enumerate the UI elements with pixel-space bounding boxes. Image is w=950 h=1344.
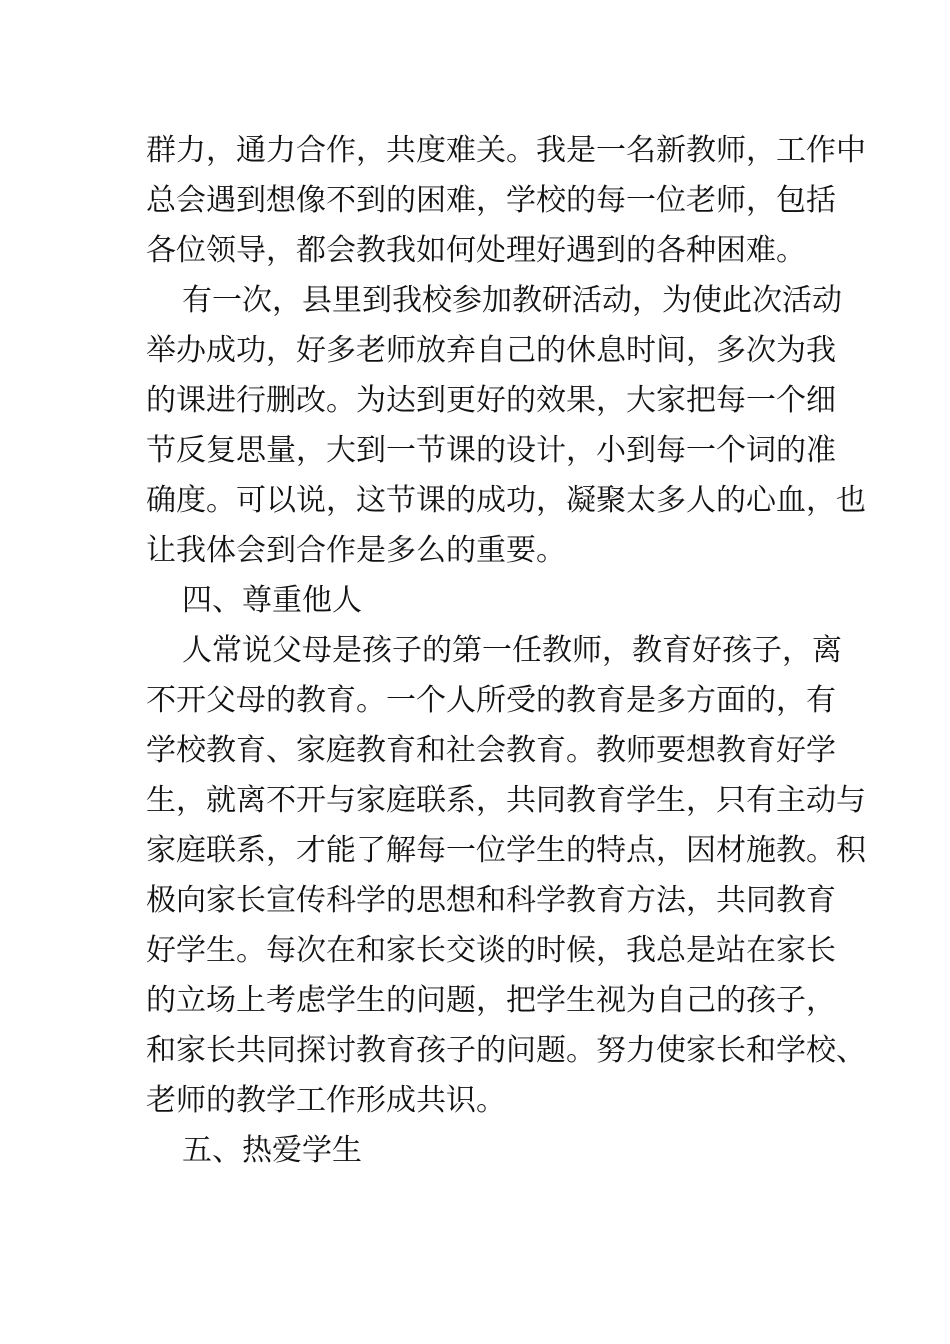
paragraph-line: 各位领导，都会教我如何处理好遇到的各种困难。: [146, 233, 806, 268]
paragraph-line: 和家长共同探讨教育孩子的问题。努力使家长和学校、: [146, 1033, 866, 1068]
paragraph-line: 老师的教学工作形成共识。: [146, 1083, 506, 1118]
paragraph-line: 确度。可以说，这节课的成功，凝聚太多人的心血，也: [146, 483, 866, 518]
paragraph-line: 生，就离不开与家庭联系，共同教育学生，只有主动与: [146, 783, 866, 818]
document-body: [146, 126, 866, 1176]
paragraph-line: 让我体会到合作是多么的重要。: [146, 533, 566, 568]
paragraph-line: 好学生。每次在和家长交谈的时候，我总是站在家长: [146, 933, 836, 968]
paragraph-line: 群力，通力合作，共度难关。我是一名新教师，工作中: [146, 133, 866, 168]
paragraph-line: 人常说父母是孩子的第一任教师，教育好孩子，离: [182, 633, 842, 668]
paragraph-line: 节反复思量，大到一节课的设计，小到每一个词的准: [146, 433, 836, 468]
paragraph-line: 学校教育、家庭教育和社会教育。教师要想教育好学: [146, 733, 836, 768]
section-heading: 五、热爱学生: [182, 1133, 362, 1168]
section-heading: 四、尊重他人: [182, 583, 362, 618]
paragraph-line: 家庭联系，才能了解每一位学生的特点，因材施教。积: [146, 833, 866, 868]
paragraph-line: 有一次，县里到我校参加教研活动，为使此次活动: [182, 283, 842, 318]
paragraph-line: 总会遇到想像不到的困难，学校的每一位老师，包括: [146, 183, 836, 218]
paragraph-line: 的课进行删改。为达到更好的效果，大家把每一个细: [146, 383, 836, 418]
paragraph-line: 的立场上考虑学生的问题，把学生视为自己的孩子，: [146, 983, 836, 1018]
paragraph-line: 举办成功，好多老师放弃自己的休息时间，多次为我: [146, 333, 836, 368]
paragraph-line: 不开父母的教育。一个人所受的教育是多方面的，有: [146, 683, 836, 718]
paragraph-line: 极向家长宣传科学的思想和科学教育方法，共同教育: [146, 883, 836, 918]
